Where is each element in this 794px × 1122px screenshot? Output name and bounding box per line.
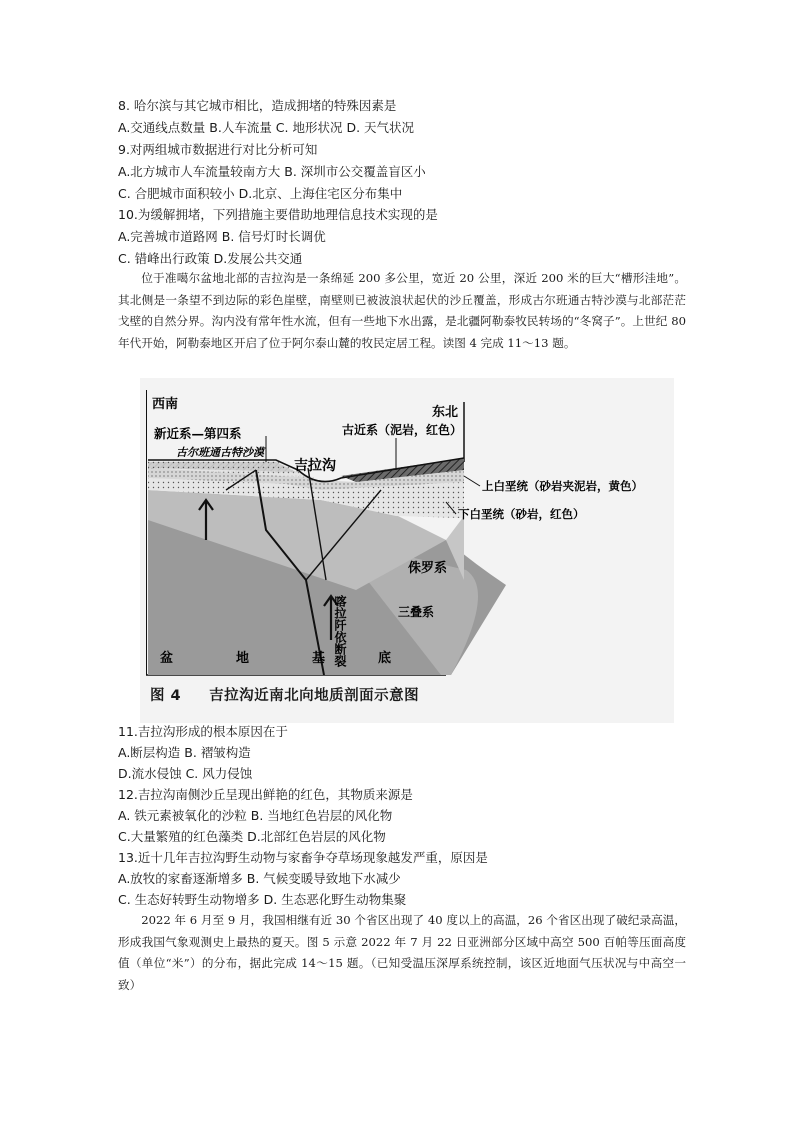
q12-stem: 12.吉拉沟南侧沙丘呈现出鲜艳的红色，其物质来源是 xyxy=(118,787,413,802)
label-jurassic: 侏罗系 xyxy=(408,561,448,576)
q13-options-cd: C. 生态好转野生动物增多 D. 生态恶化野生动物集聚 xyxy=(118,892,407,907)
label-paleogene: 古近系（泥岩，红色） xyxy=(342,423,463,437)
label-jila-gully: 吉拉沟 xyxy=(294,458,336,474)
q12-options-cd: C.大量繁殖的红色藻类 D.北部红色岩层的风化物 xyxy=(118,829,386,844)
label-fault: 喀拉阡依断裂 xyxy=(333,595,347,667)
label-basement-2: 地 xyxy=(236,651,250,666)
label-desert: 古尔班通古特沙漠 xyxy=(176,446,264,459)
label-basement-3: 基 xyxy=(312,651,326,666)
q10-stem: 10.为缓解拥堵，下列措施主要借助地理信息技术实现的是 xyxy=(118,207,438,222)
q12-options-ab: A. 铁元素被氧化的沙粒 B. 当地红色岩层的风化物 xyxy=(118,808,393,823)
q11-options-ab: A.断层构造 B. 褶皱构造 xyxy=(118,745,251,760)
q13-stem: 13.近十几年吉拉沟野生动物与家畜争夺草场现象越发严重，原因是 xyxy=(118,850,488,865)
q8-stem: 8. 哈尔滨与其它城市相比，造成拥堵的特殊因素是 xyxy=(118,98,397,113)
label-basement-4: 底 xyxy=(378,651,392,666)
label-basement-1: 盆 xyxy=(160,651,174,666)
label-northeast: 东北 xyxy=(432,405,459,420)
geologic-cross-section xyxy=(146,390,666,680)
label-southwest: 西南 xyxy=(152,397,179,412)
label-upper-cretaceous: 上白垩统（砂岩夹泥岩，黄色） xyxy=(482,479,643,493)
q10-options-cd: C. 错峰出行政策 D.发展公共交通 xyxy=(118,251,303,266)
label-lower-cretaceous: 下白垩统（砂岩，红色） xyxy=(458,507,585,521)
label-neogene-quaternary: 新近系—第四系 xyxy=(154,426,242,441)
label-triassic: 三叠系 xyxy=(398,605,435,619)
q8-options: A.交通线点数量 B.人车流量 C. 地形状况 D. 天气状况 xyxy=(118,120,415,135)
q13-options-ab: A.放牧的家畜逐渐增多 B. 气候变暖导致地下水减少 xyxy=(118,871,401,886)
passage-heatwave-2022: 2022 年 6 月至 9 月，我国相继有近 30 个省区出现了 40 度以上的高温，26 个省区出现了破纪录高温，形成我国气象观测史上最热的夏天。图 5 示意 2022 年 7 月 22 日亚洲部分区域中高空 500 百帕等压面高度值（单位“米”）的分布，据此完成 14～15 题。（已知受温压深厚系统控制，该区近地面气压状况与中高空一致） xyxy=(118,913,686,992)
q11-stem: 11.吉拉沟形成的根本原因在于 xyxy=(118,724,288,739)
figure-caption xyxy=(150,684,447,705)
passage-jila-gully: 位于准噶尔盆地北部的吉拉沟是一条绵延 200 多公里，宽近 20 公里，深近 200 米的巨大“槽形洼地”。其北侧是一条望不到边际的彩色崖壁，南壁则已被波浪状起伏的沙丘覆盖，形成古尔班通古特沙漠与北部茫茫戈壁的自然分界。沟内没有常年性水流，但有一些地下水出露，是北疆阿勒泰牧民转场的“冬窝子”。上世纪 80 年代开始，阿勒泰地区开启了位于阿尔泰山麓的牧民定居工程。读图 4 完成 11～13 题。 xyxy=(118,271,686,350)
q9-stem: 9.对两组城市数据进行对比分析可知 xyxy=(118,142,318,157)
q9-options-cd: C. 合肥城市面积较小 D.北京、上海住宅区分布集中 xyxy=(118,186,403,201)
q10-options-ab: A.完善城市道路网 B. 信号灯时长调优 xyxy=(118,229,326,244)
figure-title: 吉拉沟近南北向地质剖面示意图 xyxy=(209,688,420,704)
q11-options-cd: D.流水侵蚀 C. 风力侵蚀 xyxy=(118,766,253,781)
q9-options-ab: A.北方城市人车流量较南方大 B. 深圳市公交覆盖盲区小 xyxy=(118,164,426,179)
figure-number: 图 4 xyxy=(150,688,182,704)
